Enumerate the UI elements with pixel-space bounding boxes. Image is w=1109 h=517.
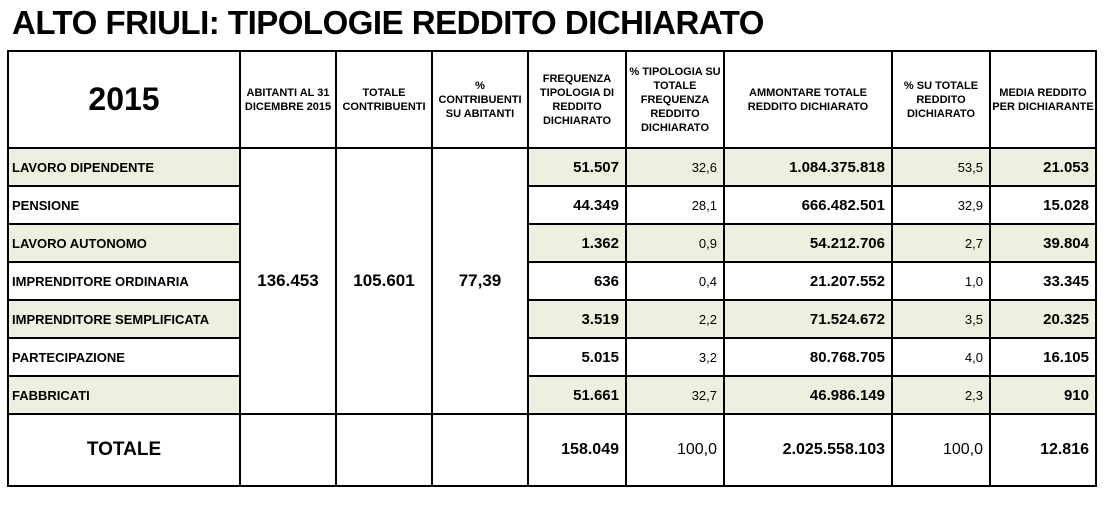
- ammontare-value: 1.084.375.818: [724, 148, 892, 186]
- empty-cell: [240, 414, 336, 486]
- abitanti-value: 136.453: [240, 148, 336, 414]
- frequenza-value: 51.661: [528, 376, 626, 414]
- perc-totale-value: 53,5: [892, 148, 990, 186]
- contribuenti-value: 105.601: [336, 148, 432, 414]
- total-perc-tipologia: 100,0: [626, 414, 724, 486]
- frequenza-value: 636: [528, 262, 626, 300]
- frequenza-value: 44.349: [528, 186, 626, 224]
- header-contribuenti: TOTALE CONTRIBUENTI: [336, 51, 432, 148]
- media-value: 21.053: [990, 148, 1096, 186]
- row-label: PENSIONE: [8, 186, 240, 224]
- table-row: [8, 300, 1096, 338]
- perc-totale-value: 4,0: [892, 338, 990, 376]
- table-row: [8, 376, 1096, 414]
- header-row: [8, 51, 1096, 148]
- perc-contribuenti-value: 77,39: [432, 148, 528, 414]
- perc-totale-value: 32,9: [892, 186, 990, 224]
- ammontare-value: 80.768.705: [724, 338, 892, 376]
- table-row: [8, 224, 1096, 262]
- perc-tipologia-value: 0,9: [626, 224, 724, 262]
- ammontare-value: 666.482.501: [724, 186, 892, 224]
- total-row: [8, 414, 1096, 486]
- perc-totale-value: 1,0: [892, 262, 990, 300]
- income-table: [7, 50, 1097, 487]
- media-value: 33.345: [990, 262, 1096, 300]
- table-row: [8, 262, 1096, 300]
- perc-totale-value: 3,5: [892, 300, 990, 338]
- perc-tipologia-value: 32,7: [626, 376, 724, 414]
- page-title: ALTO FRIULI: TIPOLOGIE REDDITO DICHIARATO: [12, 4, 764, 41]
- ammontare-value: 71.524.672: [724, 300, 892, 338]
- header-perc-contribuenti: % CONTRIBUENTI SU ABITANTI: [432, 51, 528, 148]
- total-label: TOTALE: [8, 414, 240, 486]
- ammontare-value: 54.212.706: [724, 224, 892, 262]
- header-ammontare: AMMONTARE TOTALE REDDITO DICHIARATO: [724, 51, 892, 148]
- total-frequenza: 158.049: [528, 414, 626, 486]
- row-label: LAVORO AUTONOMO: [8, 224, 240, 262]
- media-value: 910: [990, 376, 1096, 414]
- perc-tipologia-value: 32,6: [626, 148, 724, 186]
- row-label: IMPRENDITORE ORDINARIA: [8, 262, 240, 300]
- table-row: [8, 338, 1096, 376]
- frequenza-value: 3.519: [528, 300, 626, 338]
- header-abitanti: ABITANTI AL 31 DICEMBRE 2015: [240, 51, 336, 148]
- row-label: LAVORO DIPENDENTE: [8, 148, 240, 186]
- empty-cell: [432, 414, 528, 486]
- header-perc-tipologia: % TIPOLOGIA SU TOTALE FREQUENZA REDDITO DICHIARATO: [626, 51, 724, 148]
- row-label: PARTECIPAZIONE: [8, 338, 240, 376]
- empty-cell: [336, 414, 432, 486]
- total-perc-totale: 100,0: [892, 414, 990, 486]
- perc-tipologia-value: 3,2: [626, 338, 724, 376]
- perc-tipologia-value: 28,1: [626, 186, 724, 224]
- total-ammontare: 2.025.558.103: [724, 414, 892, 486]
- media-value: 20.325: [990, 300, 1096, 338]
- perc-tipologia-value: 0,4: [626, 262, 724, 300]
- header-perc-totale: % SU TOTALE REDDITO DICHIARATO: [892, 51, 990, 148]
- media-value: 39.804: [990, 224, 1096, 262]
- media-value: 16.105: [990, 338, 1096, 376]
- row-label: FABBRICATI: [8, 376, 240, 414]
- ammontare-value: 21.207.552: [724, 262, 892, 300]
- perc-totale-value: 2,3: [892, 376, 990, 414]
- frequenza-value: 51.507: [528, 148, 626, 186]
- perc-tipologia-value: 2,2: [626, 300, 724, 338]
- frequenza-value: 1.362: [528, 224, 626, 262]
- table-row: [8, 186, 1096, 224]
- frequenza-value: 5.015: [528, 338, 626, 376]
- header-media: MEDIA REDDITO PER DICHIARANTE: [990, 51, 1096, 148]
- header-frequenza: FREQUENZA TIPOLOGIA DI REDDITO DICHIARATO: [528, 51, 626, 148]
- ammontare-value: 46.986.149: [724, 376, 892, 414]
- row-label: IMPRENDITORE SEMPLIFICATA: [8, 300, 240, 338]
- media-value: 15.028: [990, 186, 1096, 224]
- perc-totale-value: 2,7: [892, 224, 990, 262]
- total-media: 12.816: [990, 414, 1096, 486]
- year-cell: 2015: [8, 51, 240, 148]
- table-row: [8, 148, 1096, 186]
